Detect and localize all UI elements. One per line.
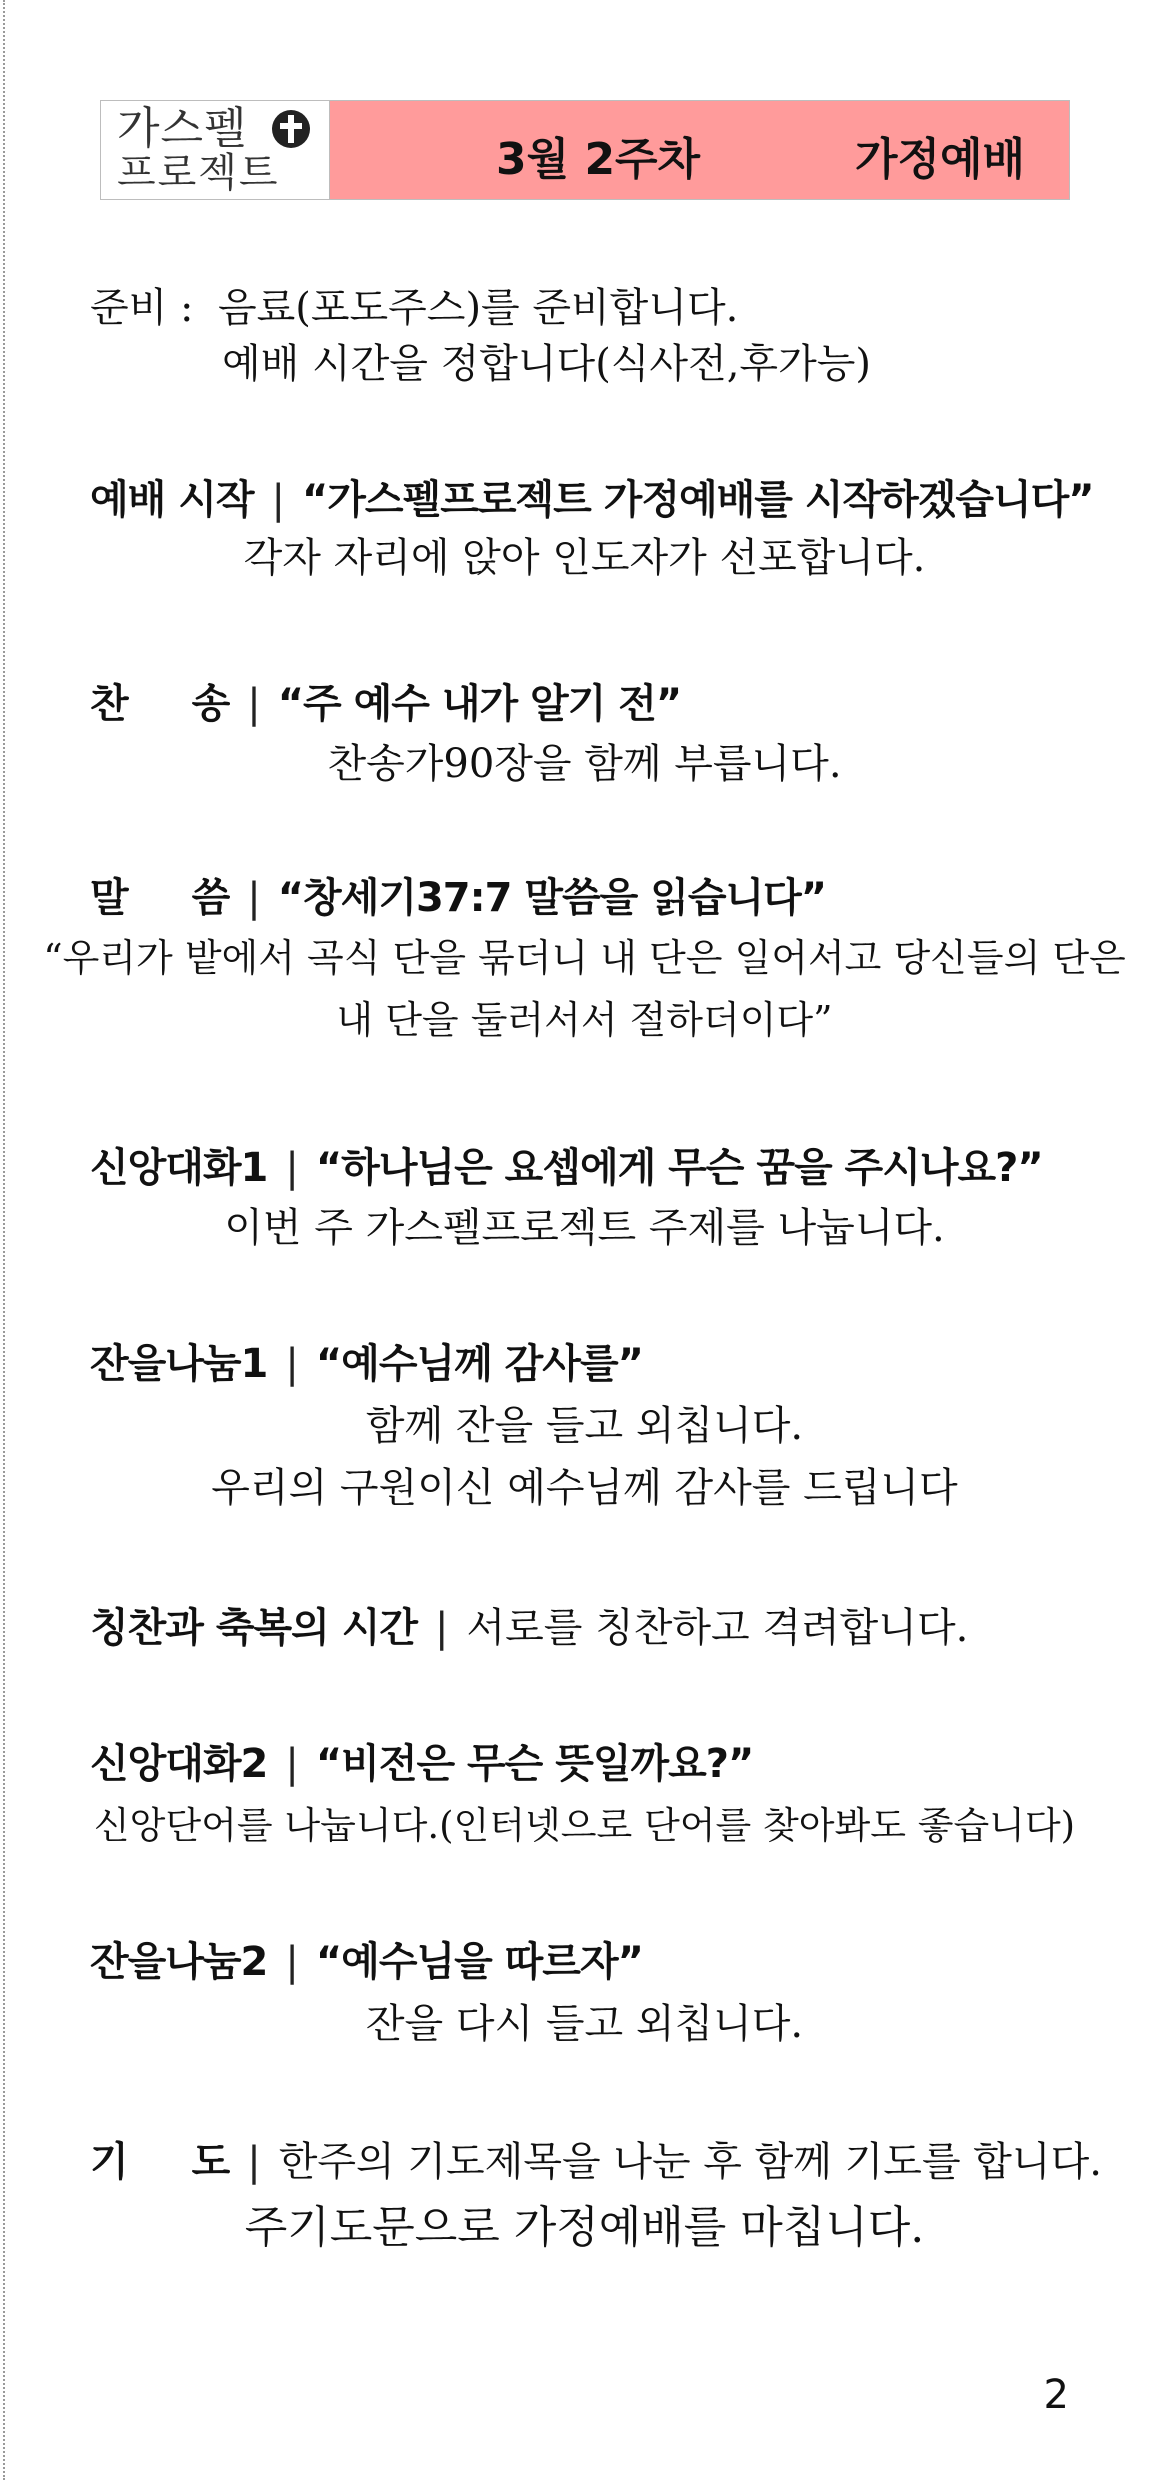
hymn-label-a: 찬 — [90, 681, 128, 727]
word-label — [90, 870, 826, 926]
word-separator: | — [247, 875, 260, 921]
verse-line-2: 내 단을 둘러서서 절하더이다” — [336, 998, 833, 1042]
prayer-text: 한주의 기도제목을 나눈 후 함께 기도를 합니다. — [278, 2139, 1102, 2185]
cup1-label — [90, 1336, 643, 1392]
faith2-label — [90, 1736, 753, 1792]
prayer-line — [90, 2134, 1102, 2190]
prep-label: 준비 : — [90, 285, 194, 331]
header-banner — [100, 100, 1070, 200]
start-quote: “가스펠프로젝트 가정예배를 시작하겠습니다” — [301, 477, 1094, 523]
page-number: 2 — [1043, 2372, 1069, 2418]
start-label — [90, 472, 1094, 528]
cross-icon — [271, 109, 311, 149]
cup1-note-2: 우리의 구원이신 예수님께 감사를 드립니다 — [211, 1465, 958, 1511]
week-label: 3월 2주차 — [496, 134, 701, 185]
prayer-label-b: 도 — [191, 2139, 230, 2185]
header-band — [330, 101, 1069, 199]
faith2-quote: “비전은 무슨 뜻일까요?” — [315, 1741, 754, 1787]
praise-separator: | — [434, 1605, 449, 1651]
hymn-quote: “주 예수 내가 알기 전” — [277, 681, 682, 727]
gospel-project-logo — [101, 101, 330, 199]
cup2-separator: | — [285, 1939, 298, 1985]
faith1-note: 이번 주 가스펠프로젝트 주제를 나눕니다. — [224, 1205, 945, 1251]
hymn-label — [90, 676, 681, 732]
cup2-quote: “예수님을 따르자” — [315, 1939, 643, 1985]
faith2-note: 신앙단어를 나눕니다.(인터넷으로 단어를 찾아봐도 좋습니다) — [93, 1804, 1076, 1847]
faith1-quote: “하나님은 요셉에게 무슨 꿈을 주시나요?” — [315, 1145, 1043, 1191]
cup1-label-text: 잔을나눔1 — [90, 1341, 268, 1387]
faith1-label — [90, 1140, 1043, 1196]
cup1-separator: | — [285, 1341, 298, 1387]
praise-line — [90, 1600, 968, 1656]
word-quote: “창세기37:7 말씀을 읽습니다” — [277, 875, 827, 921]
faith1-separator: | — [285, 1145, 298, 1191]
start-label-text: 예배 시작 — [90, 477, 254, 523]
prayer-label-a: 기 — [90, 2139, 128, 2185]
word-label-b: 씀 — [191, 875, 230, 921]
prep-line-2: 예배 시간을 정합니다(식사전,후가능) — [222, 341, 871, 387]
hymn-label-b: 송 — [191, 681, 230, 727]
logo-text-line1: 가스펠 — [117, 103, 248, 154]
hymn-note: 찬송가90장을 함께 부릅니다. — [327, 741, 842, 787]
cup1-note-1: 함께 잔을 들고 외칩니다. — [365, 1403, 804, 1449]
logo-text-line2: 프로젝트 — [117, 150, 280, 196]
start-note: 각자 자리에 앉아 인도자가 선포합니다. — [243, 535, 926, 581]
page-title: 가정예배 — [854, 134, 1025, 185]
hymn-separator: | — [247, 681, 260, 727]
praise-text: 서로를 칭찬하고 격려합니다. — [466, 1605, 969, 1651]
cup2-note: 잔을 다시 들고 외칩니다. — [365, 2001, 804, 2047]
cup2-label-text: 잔을나눔2 — [90, 1939, 268, 1985]
prayer-separator: | — [247, 2139, 261, 2185]
faith2-label-text: 신앙대화2 — [90, 1741, 268, 1787]
verse-line-1: “우리가 밭에서 곡식 단을 묶더니 내 단은 일어서고 당신들의 단은 — [43, 936, 1126, 980]
cup1-quote: “예수님께 감사를” — [315, 1341, 643, 1387]
word-label-a: 말 — [90, 875, 128, 921]
prayer-closing: 주기도문으로 가정예배를 마칩니다. — [244, 2202, 925, 2253]
faith2-separator: | — [285, 1741, 298, 1787]
start-separator: | — [271, 477, 284, 523]
cup2-label — [90, 1934, 643, 1990]
prep-line-1: 음료(포도주스)를 준비합니다. — [218, 285, 739, 331]
faith1-label-text: 신앙대화1 — [90, 1145, 268, 1191]
praise-label: 칭찬과 축복의 시간 — [90, 1605, 417, 1651]
